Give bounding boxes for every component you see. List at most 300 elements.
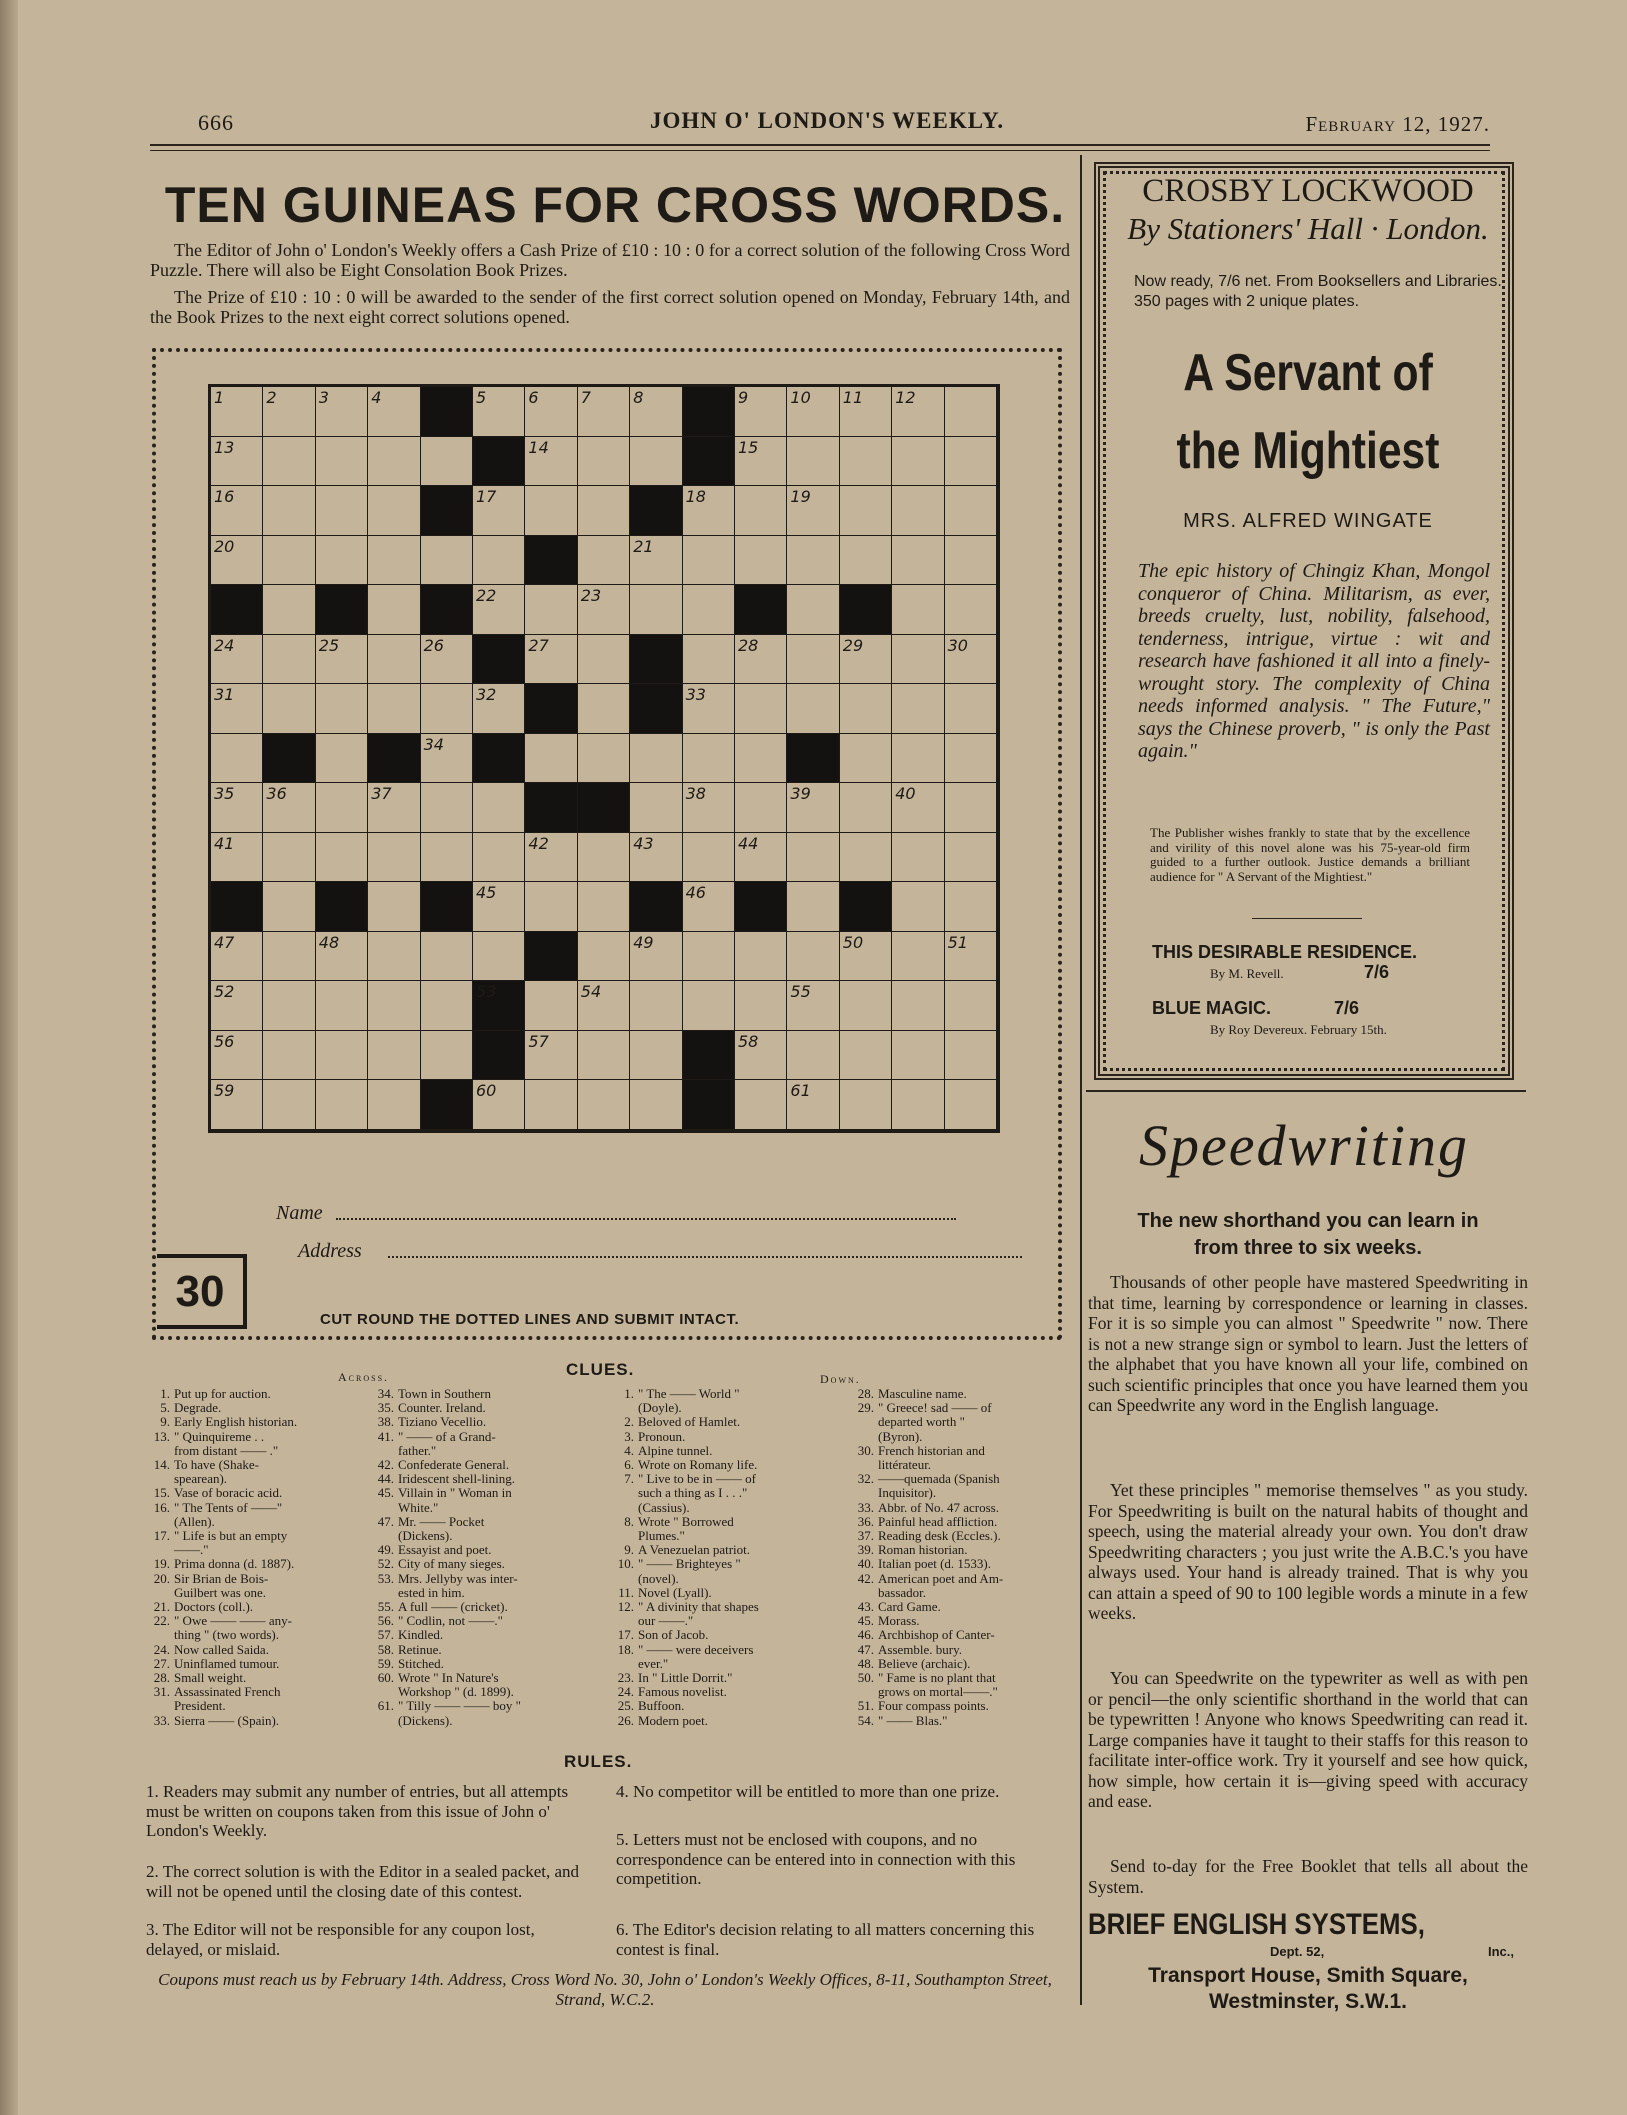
grid-cell[interactable] [683, 932, 735, 982]
grid-cell-number: 31 [214, 685, 235, 705]
grid-cell[interactable] [525, 981, 577, 1031]
grid-cell[interactable] [368, 585, 420, 635]
grid-cell[interactable] [211, 684, 263, 734]
grid-cell[interactable] [211, 932, 263, 982]
clue-text: French historian and [878, 1442, 985, 1458]
grid-cell[interactable] [211, 486, 263, 536]
grid-cell[interactable] [840, 783, 892, 833]
clue-line [372, 1401, 521, 1415]
clue-text: Assemble. bury. [878, 1641, 963, 1657]
across-heading: Across. [338, 1370, 390, 1384]
clue-text: " Live to be in —— of [638, 1471, 756, 1487]
clue-number: 50. [857, 1670, 874, 1686]
grid-cell[interactable] [473, 833, 525, 883]
clue-number: 49. [377, 1542, 394, 1558]
clue-number: 60. [377, 1670, 394, 1686]
grid-cell[interactable] [892, 387, 944, 437]
clue-number: 59. [377, 1655, 394, 1671]
grid-cell[interactable] [525, 734, 577, 784]
clue-number: 47. [377, 1513, 394, 1529]
grid-cell[interactable] [525, 635, 577, 685]
grid-cell[interactable] [421, 684, 473, 734]
speedwriting-logo: Speedwriting [1138, 1113, 1470, 1178]
clue-number: 45. [857, 1613, 874, 1629]
grid-cell[interactable] [735, 932, 787, 982]
grid-cell[interactable] [316, 684, 368, 734]
grid-cell[interactable] [525, 882, 577, 932]
grid-cell[interactable] [945, 387, 997, 437]
grid-cell[interactable] [892, 932, 944, 982]
grid-cell[interactable] [683, 536, 735, 586]
grid-cell[interactable] [892, 734, 944, 784]
clue-text: " Tilly —— —— boy " [398, 1698, 521, 1714]
grid-cell[interactable] [683, 981, 735, 1031]
clue-text: Novel (Lyall). [638, 1584, 712, 1600]
grid-cell[interactable] [735, 486, 787, 536]
grid-cell-number: 2 [266, 388, 277, 407]
clue-number: 53. [377, 1570, 394, 1586]
grid-cell-number: 24 [214, 635, 235, 655]
grid-cell[interactable] [892, 684, 944, 734]
grid-cell[interactable] [840, 981, 892, 1031]
grid-cell[interactable] [787, 387, 839, 437]
grid-cell[interactable] [735, 833, 787, 883]
clue-text: Believe (archaic). [878, 1655, 971, 1671]
grid-cell[interactable] [473, 684, 525, 734]
clue-text: thing " (two words). [174, 1627, 279, 1643]
clue-number: 55. [377, 1599, 394, 1615]
grid-cell[interactable] [263, 437, 315, 487]
grid-cell[interactable] [368, 1080, 420, 1130]
grid-cell[interactable] [578, 387, 630, 437]
grid-cell[interactable] [735, 536, 787, 586]
grid-cell[interactable] [630, 981, 682, 1031]
grid-cell[interactable] [787, 1080, 839, 1130]
grid-cell[interactable] [735, 387, 787, 437]
grid-cell[interactable] [787, 1031, 839, 1081]
grid-cell-number: 30 [947, 635, 968, 655]
grid-cell[interactable] [316, 981, 368, 1031]
grid-cell[interactable] [945, 585, 997, 635]
clue-number: 9. [160, 1414, 170, 1430]
clue-line [148, 1430, 297, 1444]
grid-cell[interactable] [735, 734, 787, 784]
grid-cell[interactable] [735, 635, 787, 685]
grid-cell[interactable] [211, 1031, 263, 1081]
grid-cell[interactable] [945, 1080, 997, 1130]
clue-text: " Life is but an empty [174, 1528, 288, 1544]
grid-cell[interactable] [630, 783, 682, 833]
grid-cell[interactable] [892, 882, 944, 932]
grid-cell[interactable] [578, 486, 630, 536]
clue-number: 11. [618, 1584, 634, 1600]
grid-cell-number: 29 [842, 635, 864, 655]
grid-cell-black [421, 882, 473, 932]
clue-number: 51. [857, 1698, 874, 1714]
grid-cell[interactable] [945, 684, 997, 734]
grid-cell[interactable] [787, 882, 839, 932]
grid-cell[interactable] [316, 486, 368, 536]
grid-cell[interactable] [892, 486, 944, 536]
clue-number: 38. [377, 1414, 394, 1430]
grid-cell[interactable] [421, 932, 473, 982]
grid-cell[interactable] [211, 833, 263, 883]
clue-text: Stitched. [398, 1655, 444, 1671]
clue-text: from distant —— ." [174, 1442, 279, 1458]
grid-cell[interactable] [316, 833, 368, 883]
grid-cell[interactable] [421, 437, 473, 487]
grid-cell[interactable] [316, 437, 368, 487]
speedwriting-headline-1: The new shorthand you can learn in [1137, 1210, 1479, 1232]
grid-cell[interactable] [211, 437, 263, 487]
grid-cell-number: 51 [947, 932, 968, 952]
grid-cell[interactable] [683, 833, 735, 883]
clue-text: Inquisitor). [878, 1485, 937, 1501]
grid-cell[interactable] [892, 635, 944, 685]
grid-cell-black [525, 783, 577, 833]
grid-cell[interactable] [525, 387, 577, 437]
grid-cell-black [525, 684, 577, 734]
grid-cell[interactable] [945, 734, 997, 784]
grid-cell-number: 43 [633, 833, 654, 853]
grid-cell[interactable] [840, 932, 892, 982]
clue-text: Masculine name. [878, 1386, 967, 1401]
clue-text: " Quinquireme . . [174, 1428, 265, 1444]
rule-5: 5. Letters must not be enclosed with coupons, and no correspondence can be entered into in connection with this competition. [616, 1830, 1016, 1888]
grid-cell[interactable] [211, 783, 263, 833]
grid-cell[interactable] [263, 783, 315, 833]
grid-cell[interactable] [630, 1031, 682, 1081]
clue-text: (Allen). [174, 1513, 215, 1529]
grid-cell[interactable] [578, 981, 630, 1031]
clue-text: Sierra —— (Spain). [174, 1712, 280, 1728]
clue-line [148, 1614, 297, 1628]
grid-cell-black [735, 882, 787, 932]
clue-text: Plumes." [638, 1528, 685, 1544]
clue-line [612, 1628, 759, 1642]
speedwriting-para-3: You can Speedwrite on the typewriter as well as with pen or pencil—the only scientific shorthand in the world that can be typewritten ! Anyone who knows Speedwriting can read it. Large companies have it taught to their staffs for this reason to facilitate inter-office work. Try it yourself and see how quick, how simple, how certain it is—giving speed with accuracy and ease. [1088, 1668, 1528, 1811]
grid-cell[interactable] [735, 783, 787, 833]
grid-cell[interactable] [473, 882, 525, 932]
rule-4: 4. No competitor will be entitled to more than one prize. [616, 1782, 1000, 1801]
grid-cell[interactable] [421, 734, 473, 784]
grid-cell[interactable] [892, 1080, 944, 1130]
grid-cell[interactable] [368, 486, 420, 536]
grid-cell[interactable] [368, 932, 420, 982]
grid-cell[interactable] [945, 932, 997, 982]
grid-cell[interactable] [368, 387, 420, 437]
grid-cell[interactable] [683, 882, 735, 932]
grid-cell-number: 47 [214, 932, 235, 952]
grid-cell[interactable] [525, 486, 577, 536]
grid-cell[interactable] [787, 437, 839, 487]
grid-cell[interactable] [211, 1080, 263, 1130]
grid-cell-number: 27 [528, 635, 549, 655]
grid-cell[interactable] [735, 981, 787, 1031]
grid-cell[interactable] [578, 585, 630, 635]
grid-cell[interactable] [421, 1031, 473, 1081]
grid-cell-number: 23 [580, 586, 602, 606]
grid-cell-number: 12 [895, 388, 916, 407]
address-field[interactable] [388, 1256, 1022, 1258]
grid-cell[interactable] [263, 486, 315, 536]
grid-cell[interactable] [263, 981, 315, 1031]
grid-cell[interactable] [525, 833, 577, 883]
grid-cell[interactable] [630, 932, 682, 982]
grid-cell[interactable] [683, 783, 735, 833]
grid-cell[interactable] [787, 536, 839, 586]
clue-number: 36. [857, 1513, 874, 1529]
grid-cell[interactable] [368, 684, 420, 734]
grid-cell[interactable] [421, 783, 473, 833]
book3-title: BLUE MAGIC. [1152, 998, 1271, 1018]
grid-cell[interactable] [787, 932, 839, 982]
clue-number: 58. [377, 1641, 394, 1657]
grid-cell[interactable] [316, 387, 368, 437]
grid-cell[interactable] [578, 1080, 630, 1130]
grid-cell-black [683, 387, 735, 437]
grid-cell[interactable] [368, 1031, 420, 1081]
clue-line [148, 1529, 297, 1543]
grid-cell[interactable] [892, 981, 944, 1031]
grid-cell[interactable] [945, 486, 997, 536]
rule-6: 6. The Editor's decision relating to all matters concerning this contest is final. [616, 1920, 1035, 1959]
grid-cell[interactable] [263, 932, 315, 982]
clue-text: Mrs. Jellyby was inter- [398, 1570, 518, 1586]
clue-line [852, 1671, 1003, 1685]
grid-cell[interactable] [945, 882, 997, 932]
page-number: 666 [198, 110, 234, 135]
grid-cell[interactable] [735, 1031, 787, 1081]
grid-cell[interactable] [473, 585, 525, 635]
clue-line [612, 1458, 759, 1472]
grid-cell[interactable] [787, 585, 839, 635]
grid-cell[interactable] [525, 585, 577, 635]
clue-line [612, 1401, 759, 1415]
grid-cell[interactable] [787, 833, 839, 883]
clue-number: 3. [624, 1428, 634, 1444]
grid-cell[interactable] [840, 437, 892, 487]
clue-line [612, 1657, 759, 1671]
grid-cell[interactable] [840, 734, 892, 784]
grid-cell[interactable] [630, 585, 682, 635]
grid-cell[interactable] [840, 635, 892, 685]
grid-cell[interactable] [368, 437, 420, 487]
clue-text: " The Tents of ——" [174, 1499, 283, 1515]
grid-cell[interactable] [892, 783, 944, 833]
grid-cell[interactable] [421, 635, 473, 685]
grid-cell[interactable] [473, 486, 525, 536]
name-label: Name [276, 1202, 323, 1224]
grid-cell[interactable] [787, 981, 839, 1031]
grid-cell[interactable] [578, 437, 630, 487]
clue-number: 27. [153, 1655, 170, 1671]
grid-cell[interactable] [211, 387, 263, 437]
clue-line [612, 1529, 759, 1543]
grid-cell[interactable] [421, 833, 473, 883]
header-rule-thin [150, 150, 1490, 151]
grid-cell-number: 48 [318, 932, 340, 952]
grid-cell-number: 37 [371, 784, 392, 804]
grid-cell[interactable] [892, 536, 944, 586]
grid-cell[interactable] [840, 536, 892, 586]
grid-cell[interactable] [840, 387, 892, 437]
grid-cell[interactable] [316, 932, 368, 982]
grid-cell-number: 50 [842, 932, 864, 952]
grid-cell[interactable] [683, 684, 735, 734]
grid-cell-number: 55 [790, 982, 811, 1002]
rule-2: 2. The correct solution is with the Editor in a sealed packet, and will not be opened until the closing date of this contest. [146, 1862, 580, 1901]
grid-cell[interactable] [892, 1031, 944, 1081]
clue-text: " Fame is no plant that [878, 1670, 996, 1686]
grid-cell[interactable] [630, 1080, 682, 1130]
grid-cell[interactable] [316, 734, 368, 784]
grid-cell[interactable] [316, 1031, 368, 1081]
grid-cell[interactable] [892, 585, 944, 635]
grid-cell[interactable] [630, 734, 682, 784]
grid-cell[interactable] [578, 684, 630, 734]
clue-number: 48. [857, 1655, 874, 1671]
clue-line [612, 1671, 759, 1685]
grid-cell[interactable] [945, 437, 997, 487]
grid-cell[interactable] [840, 1080, 892, 1130]
grid-cell[interactable] [368, 635, 420, 685]
grid-cell-number: 33 [685, 685, 706, 705]
grid-cell[interactable] [316, 1080, 368, 1130]
grid-cell[interactable] [735, 1080, 787, 1130]
grid-cell[interactable] [473, 783, 525, 833]
grid-cell[interactable] [211, 734, 263, 784]
grid-cell[interactable] [735, 437, 787, 487]
grid-cell-black [263, 734, 315, 784]
grid-cell[interactable] [263, 882, 315, 932]
grid-cell[interactable] [945, 783, 997, 833]
grid-cell[interactable] [525, 1031, 577, 1081]
clue-text: (Doyle). [638, 1400, 682, 1416]
clue-line [372, 1486, 521, 1500]
grid-cell[interactable] [316, 635, 368, 685]
grid-cell[interactable] [263, 585, 315, 635]
clue-number: 8. [624, 1513, 634, 1529]
grid-cell-number: 14 [528, 437, 549, 457]
clue-number: 28. [153, 1670, 170, 1686]
grid-cell[interactable] [735, 684, 787, 734]
grid-cell[interactable] [263, 635, 315, 685]
clue-line [852, 1685, 1003, 1699]
grid-cell[interactable] [368, 981, 420, 1031]
grid-cell[interactable] [368, 536, 420, 586]
clue-text: " —— of a Grand- [398, 1428, 496, 1444]
clue-number: 12. [617, 1599, 634, 1615]
grid-cell[interactable] [578, 882, 630, 932]
grid-cell[interactable] [840, 833, 892, 883]
grid-cell[interactable] [263, 684, 315, 734]
grid-cell[interactable] [263, 1031, 315, 1081]
clue-number: 26. [617, 1712, 634, 1728]
grid-cell[interactable] [630, 387, 682, 437]
clue-text: To have (Shake- [174, 1457, 260, 1473]
grid-cell[interactable] [578, 635, 630, 685]
grid-cell[interactable] [787, 635, 839, 685]
grid-cell[interactable] [263, 1080, 315, 1130]
grid-cell[interactable] [683, 585, 735, 635]
contest-headline: TEN GUINEAS FOR CROSS WORDS. [164, 177, 1066, 233]
grid-cell-black [578, 783, 630, 833]
grid-cell-number: 26 [423, 635, 444, 655]
clue-line [852, 1387, 1003, 1401]
grid-cell[interactable] [473, 387, 525, 437]
grid-cell[interactable] [211, 635, 263, 685]
grid-cell[interactable] [578, 932, 630, 982]
clue-text: Put up for auction. [174, 1386, 271, 1401]
grid-cell[interactable] [368, 833, 420, 883]
clue-text: Confederate General. [398, 1457, 510, 1473]
grid-cell[interactable] [578, 1031, 630, 1081]
publication-title: JOHN O' LONDON'S WEEKLY. [650, 108, 1005, 133]
grid-cell[interactable] [630, 536, 682, 586]
grid-cell[interactable] [787, 684, 839, 734]
grid-cell[interactable] [316, 783, 368, 833]
grid-cell[interactable] [473, 1080, 525, 1130]
grid-cell[interactable] [578, 536, 630, 586]
grid-cell[interactable] [945, 536, 997, 586]
grid-cell[interactable] [683, 635, 735, 685]
grid-cell[interactable] [787, 783, 839, 833]
grid-cell[interactable] [421, 536, 473, 586]
grid-cell[interactable] [316, 536, 368, 586]
grid-cell[interactable] [892, 437, 944, 487]
grid-cell[interactable] [525, 1080, 577, 1130]
clue-number: 29. [857, 1400, 874, 1416]
grid-cell[interactable] [211, 981, 263, 1031]
name-field[interactable] [336, 1218, 956, 1220]
grid-cell[interactable] [840, 486, 892, 536]
grid-cell[interactable] [945, 833, 997, 883]
grid-cell[interactable] [578, 734, 630, 784]
grid-cell[interactable] [263, 833, 315, 883]
grid-cell[interactable] [473, 536, 525, 586]
grid-cell[interactable] [945, 1031, 997, 1081]
grid-cell[interactable] [368, 882, 420, 932]
grid-cell[interactable] [211, 536, 263, 586]
grid-cell[interactable] [263, 536, 315, 586]
grid-cell[interactable] [473, 932, 525, 982]
clue-text: ——quemada (Spanish [878, 1471, 1000, 1487]
grid-cell[interactable] [683, 734, 735, 784]
grid-cell[interactable] [525, 437, 577, 487]
clue-text: Assassinated French [174, 1684, 281, 1700]
grid-cell[interactable] [840, 1031, 892, 1081]
grid-cell[interactable] [368, 783, 420, 833]
grid-cell[interactable] [578, 833, 630, 883]
grid-cell[interactable] [840, 684, 892, 734]
grid-cell[interactable] [630, 833, 682, 883]
clue-line [148, 1543, 297, 1557]
grid-cell[interactable] [683, 486, 735, 536]
grid-cell-number: 13 [214, 437, 235, 457]
clue-line [612, 1557, 759, 1571]
grid-cell[interactable] [892, 833, 944, 883]
grid-cell-black [473, 635, 525, 685]
grid-cell[interactable] [945, 981, 997, 1031]
grid-cell[interactable] [421, 981, 473, 1031]
grid-cell[interactable] [630, 437, 682, 487]
grid-cell-black [630, 486, 682, 536]
grid-cell[interactable] [945, 635, 997, 685]
clue-line [148, 1685, 297, 1699]
grid-cell[interactable] [787, 486, 839, 536]
grid-cell[interactable] [263, 387, 315, 437]
